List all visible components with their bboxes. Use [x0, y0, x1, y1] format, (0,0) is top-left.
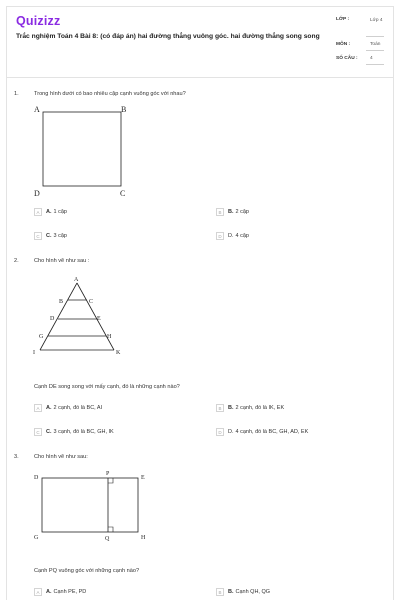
q2-label-a: A	[74, 277, 79, 283]
option-b-marker[interactable]: B	[216, 588, 224, 596]
question-1-square-figure	[30, 100, 140, 200]
meta-subject-value: Toán	[370, 42, 381, 47]
question-2-text: Cho hình vẽ như sau :	[34, 258, 90, 264]
q2-label-i: I	[33, 350, 35, 356]
q2-label-c: C	[89, 299, 94, 305]
question-2-option-a[interactable]	[34, 404, 102, 412]
option-d-marker[interactable]: D	[216, 232, 224, 240]
option-c-marker[interactable]: C	[34, 232, 42, 240]
q1-label-b: B	[121, 105, 127, 114]
q3-label-q: Q	[105, 536, 110, 542]
option-b-marker[interactable]: B	[216, 208, 224, 216]
meta-count-underline	[366, 64, 384, 65]
q2-label-e: E	[97, 316, 101, 322]
q3-label-h: H	[141, 535, 146, 541]
q2-label-b: B	[59, 299, 64, 305]
question-3-option-a[interactable]	[34, 588, 86, 596]
option-a-letter: A.	[46, 405, 52, 411]
meta-count-label: SỐ CÂU :	[336, 56, 358, 61]
option-a-marker[interactable]: A	[34, 208, 42, 216]
q1-label-d: D	[34, 189, 40, 198]
option-b-letter: B.	[228, 405, 234, 411]
q2-label-h: H	[107, 334, 112, 340]
q3-label-d: D	[34, 475, 39, 481]
option-d-marker[interactable]: D	[216, 428, 224, 436]
option-d-text: 4 cặp	[235, 233, 249, 239]
option-a-marker[interactable]: A	[34, 404, 42, 412]
meta-class-underline	[366, 36, 384, 37]
quizizz-logo: Quizizz	[16, 14, 61, 28]
option-a-letter: A.	[46, 209, 52, 215]
option-d-text: 4 cạnh, đó là BC, GH, AD, EK	[235, 429, 309, 435]
option-c-marker[interactable]: C	[34, 428, 42, 436]
question-1-text: Trong hình dưới có bao nhiêu cặp cạnh vuông góc với nhau?	[34, 91, 186, 97]
meta-subject-underline	[366, 50, 384, 51]
option-c-text: 3 cạnh, đó là BC, GH, IK	[53, 429, 114, 435]
option-b-letter: B.	[228, 209, 234, 215]
option-a-text: 1 cặp	[53, 209, 67, 215]
option-c-letter: C.	[46, 429, 52, 435]
q3-label-g: G	[34, 535, 39, 541]
question-2-triangle-figure	[30, 272, 130, 362]
question-2-option-d[interactable]	[216, 428, 308, 436]
question-1-option-d[interactable]	[216, 232, 249, 240]
question-1-option-c[interactable]	[34, 232, 67, 240]
option-b-text: 2 cạnh, đó là IK, EK	[235, 405, 285, 411]
meta-subject-label: MÔN :	[336, 42, 351, 47]
option-a-text: Cạnh PE, PD	[53, 589, 87, 595]
question-1-number: 1.	[14, 91, 19, 97]
question-3-option-b[interactable]	[216, 588, 270, 596]
option-d-letter: D.	[228, 233, 234, 239]
meta-count-value: 4	[370, 56, 373, 61]
worksheet-title: Trắc nghiệm Toán 4 Bài 8: (có đáp án) hai đường thẳng vuông góc. hai đường thẳng song song	[16, 33, 320, 40]
question-3-rectangle-figure	[30, 466, 160, 548]
option-d-letter: D.	[228, 429, 234, 435]
question-3-subtext: Cạnh PQ vuông góc với những cạnh nào?	[34, 568, 140, 574]
meta-class-value: Lớp 4	[370, 18, 383, 23]
question-3-number: 3.	[14, 454, 19, 460]
option-b-letter: B.	[228, 589, 234, 595]
q3-label-e: E	[141, 475, 145, 481]
option-b-text: Cạnh QH, QG	[235, 589, 271, 595]
option-a-marker[interactable]: A	[34, 588, 42, 596]
option-a-letter: A.	[46, 589, 52, 595]
question-1-option-b[interactable]	[216, 208, 249, 216]
q3-label-p: P	[106, 471, 110, 477]
option-b-text: 2 cặp	[235, 209, 249, 215]
option-b-marker[interactable]: B	[216, 404, 224, 412]
option-c-text: 3 cặp	[53, 233, 67, 239]
question-2-number: 2.	[14, 258, 19, 264]
question-3-text: Cho hình vẽ như sau:	[34, 454, 88, 460]
question-2-option-b[interactable]	[216, 404, 284, 412]
meta-class-label: LỚP :	[336, 17, 350, 22]
question-2-subtext: Cạnh DE song song với mấy cạnh, đó là những cạnh nào?	[34, 384, 180, 390]
q1-label-c: C	[120, 189, 126, 198]
q2-label-d: D	[50, 316, 55, 322]
question-2-option-c[interactable]	[34, 428, 114, 436]
question-1-option-a[interactable]	[34, 208, 67, 216]
option-a-text: 2 cạnh, đó là BC, AI	[53, 405, 103, 411]
q1-label-a: A	[34, 105, 40, 114]
q2-label-k: K	[116, 350, 121, 356]
q2-label-g: G	[39, 334, 44, 340]
option-c-letter: C.	[46, 233, 52, 239]
